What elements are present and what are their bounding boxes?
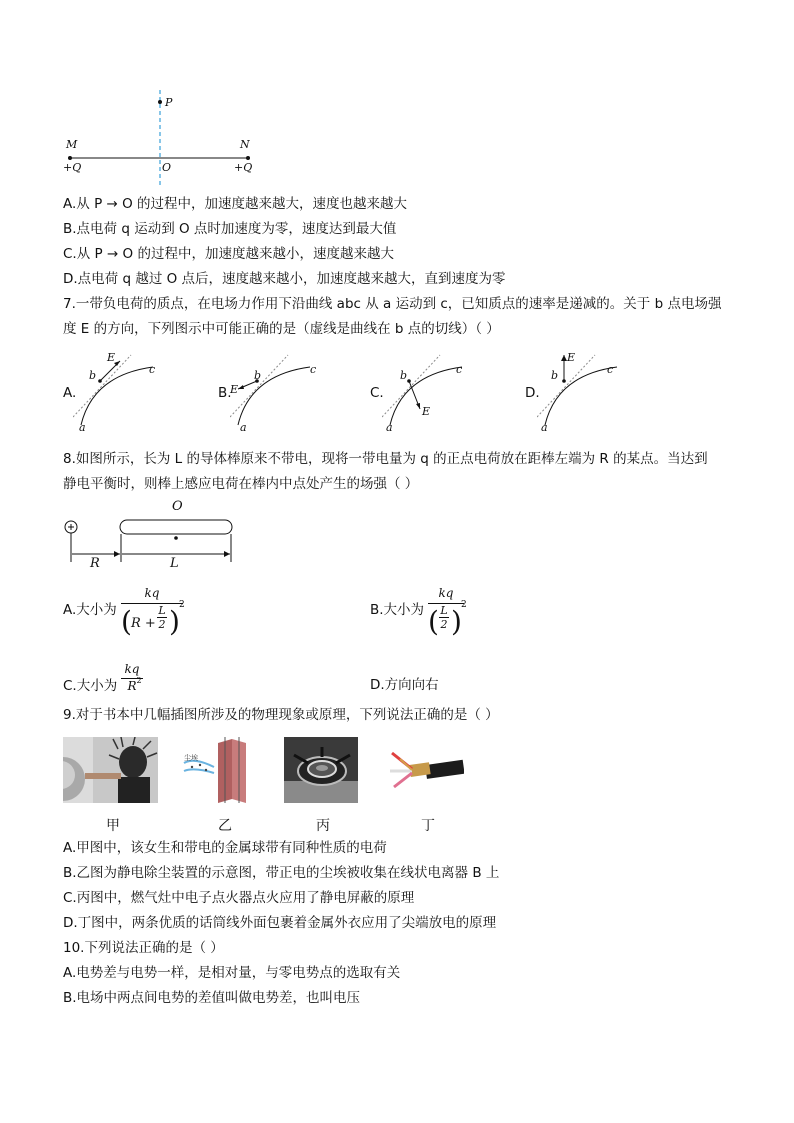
q6-option-a: A.从 P → O 的过程中，加速度越来越大，速度也越来越大 xyxy=(63,196,408,212)
q10-stem: 10.下列说法正确的是（ ） xyxy=(63,940,224,956)
charge-left-label: +Q xyxy=(63,161,82,174)
q6-option-c: C.从 P → O 的过程中，加速度越来越小，速度越来越大 xyxy=(63,246,394,262)
q7-label-d: D. xyxy=(525,385,540,401)
point-n-label: N xyxy=(240,138,250,151)
photo-yi-dust-collector xyxy=(180,737,260,803)
length-l-label: L xyxy=(170,556,179,571)
caption-yi: 乙 xyxy=(218,818,232,834)
distance-r-label: R xyxy=(90,556,100,571)
q7-figure-b: B. E b c a xyxy=(218,345,328,435)
rod-midpoint-label: O xyxy=(172,499,183,514)
q6-option-d: D.点电荷 q 越过 O 点后，速度越来越小，加速度越来越大，直到速度为零 xyxy=(63,271,506,287)
q9-option-c: C.丙图中，燃气灶中电子点火器点火应用了静电屏蔽的原理 xyxy=(63,890,415,906)
rod-figure xyxy=(60,510,250,576)
q7-figure-c: C. b E c a xyxy=(370,345,480,435)
caption-bing: 丙 xyxy=(316,818,330,834)
q7-stem-line1: 7.一带负电荷的质点，在电场力作用下沿曲线 abc 从 a 运动到 c，已知质点的速率是递减的。关于 b 点电场强 xyxy=(63,296,722,312)
q10-option-a: A.电势差与电势一样，是相对量，与零电势点的选取有关 xyxy=(63,965,401,981)
q8-option-d: D.方向向右 xyxy=(370,677,439,693)
q7-stem-line2: 度 E 的方向，下列图示中可能正确的是（虚线是曲线在 b 点的切线）（ ） xyxy=(63,321,500,337)
q8-stem-line2: 静电平衡时，则棒上感应电荷在棒内中点处产生的场强（ ） xyxy=(63,476,419,492)
q9-option-d: D.丁图中，两条优质的话筒线外面包裹着金属外衣应用了尖端放电的原理 xyxy=(63,915,497,931)
caption-jia: 甲 xyxy=(106,818,120,834)
q8-stem-line1: 8.如图所示，长为 L 的导体棒原来不带电，现将一带电量为 q 的正点电荷放在距棒左端为 R 的某点。当达到 xyxy=(63,451,708,467)
q6-option-b: B.点电荷 q 运动到 O 点时加速度为零，速度达到最大值 xyxy=(63,221,397,237)
q9-option-a: A.甲图中，该女生和带电的金属球带有同种性质的电荷 xyxy=(63,840,387,856)
q10-option-b: B.电场中两点间电势的差值叫做电势差，也叫电压 xyxy=(63,990,361,1006)
photo-bing-gas-stove xyxy=(284,737,358,803)
point-p-label: P xyxy=(165,96,173,109)
photo-ding-shielded-cable xyxy=(386,737,464,803)
photo-jia-static-ball xyxy=(63,737,158,803)
q7-figure-a: A. E b c a xyxy=(63,351,156,434)
q7-label-b: B. xyxy=(218,385,232,401)
q9-stem: 9.对于书本中几幅插图所涉及的物理现象或原理，下列说法正确的是（ ） xyxy=(63,707,499,723)
q7-label-c: C. xyxy=(370,385,384,401)
q7-figure-d: D. E b c a xyxy=(525,345,635,435)
caption-ding: 丁 xyxy=(421,818,435,834)
charge-right-label: +Q xyxy=(234,161,253,174)
point-o-label: O xyxy=(162,161,172,174)
q7-label-a: A. xyxy=(63,385,77,401)
point-m-label: M xyxy=(66,138,78,151)
dust-label: 尘埃 xyxy=(184,754,198,762)
q9-option-b: B.乙图为静电除尘装置的示意图，带正电的尘埃被收集在线状电离器 B 上 xyxy=(63,865,500,881)
